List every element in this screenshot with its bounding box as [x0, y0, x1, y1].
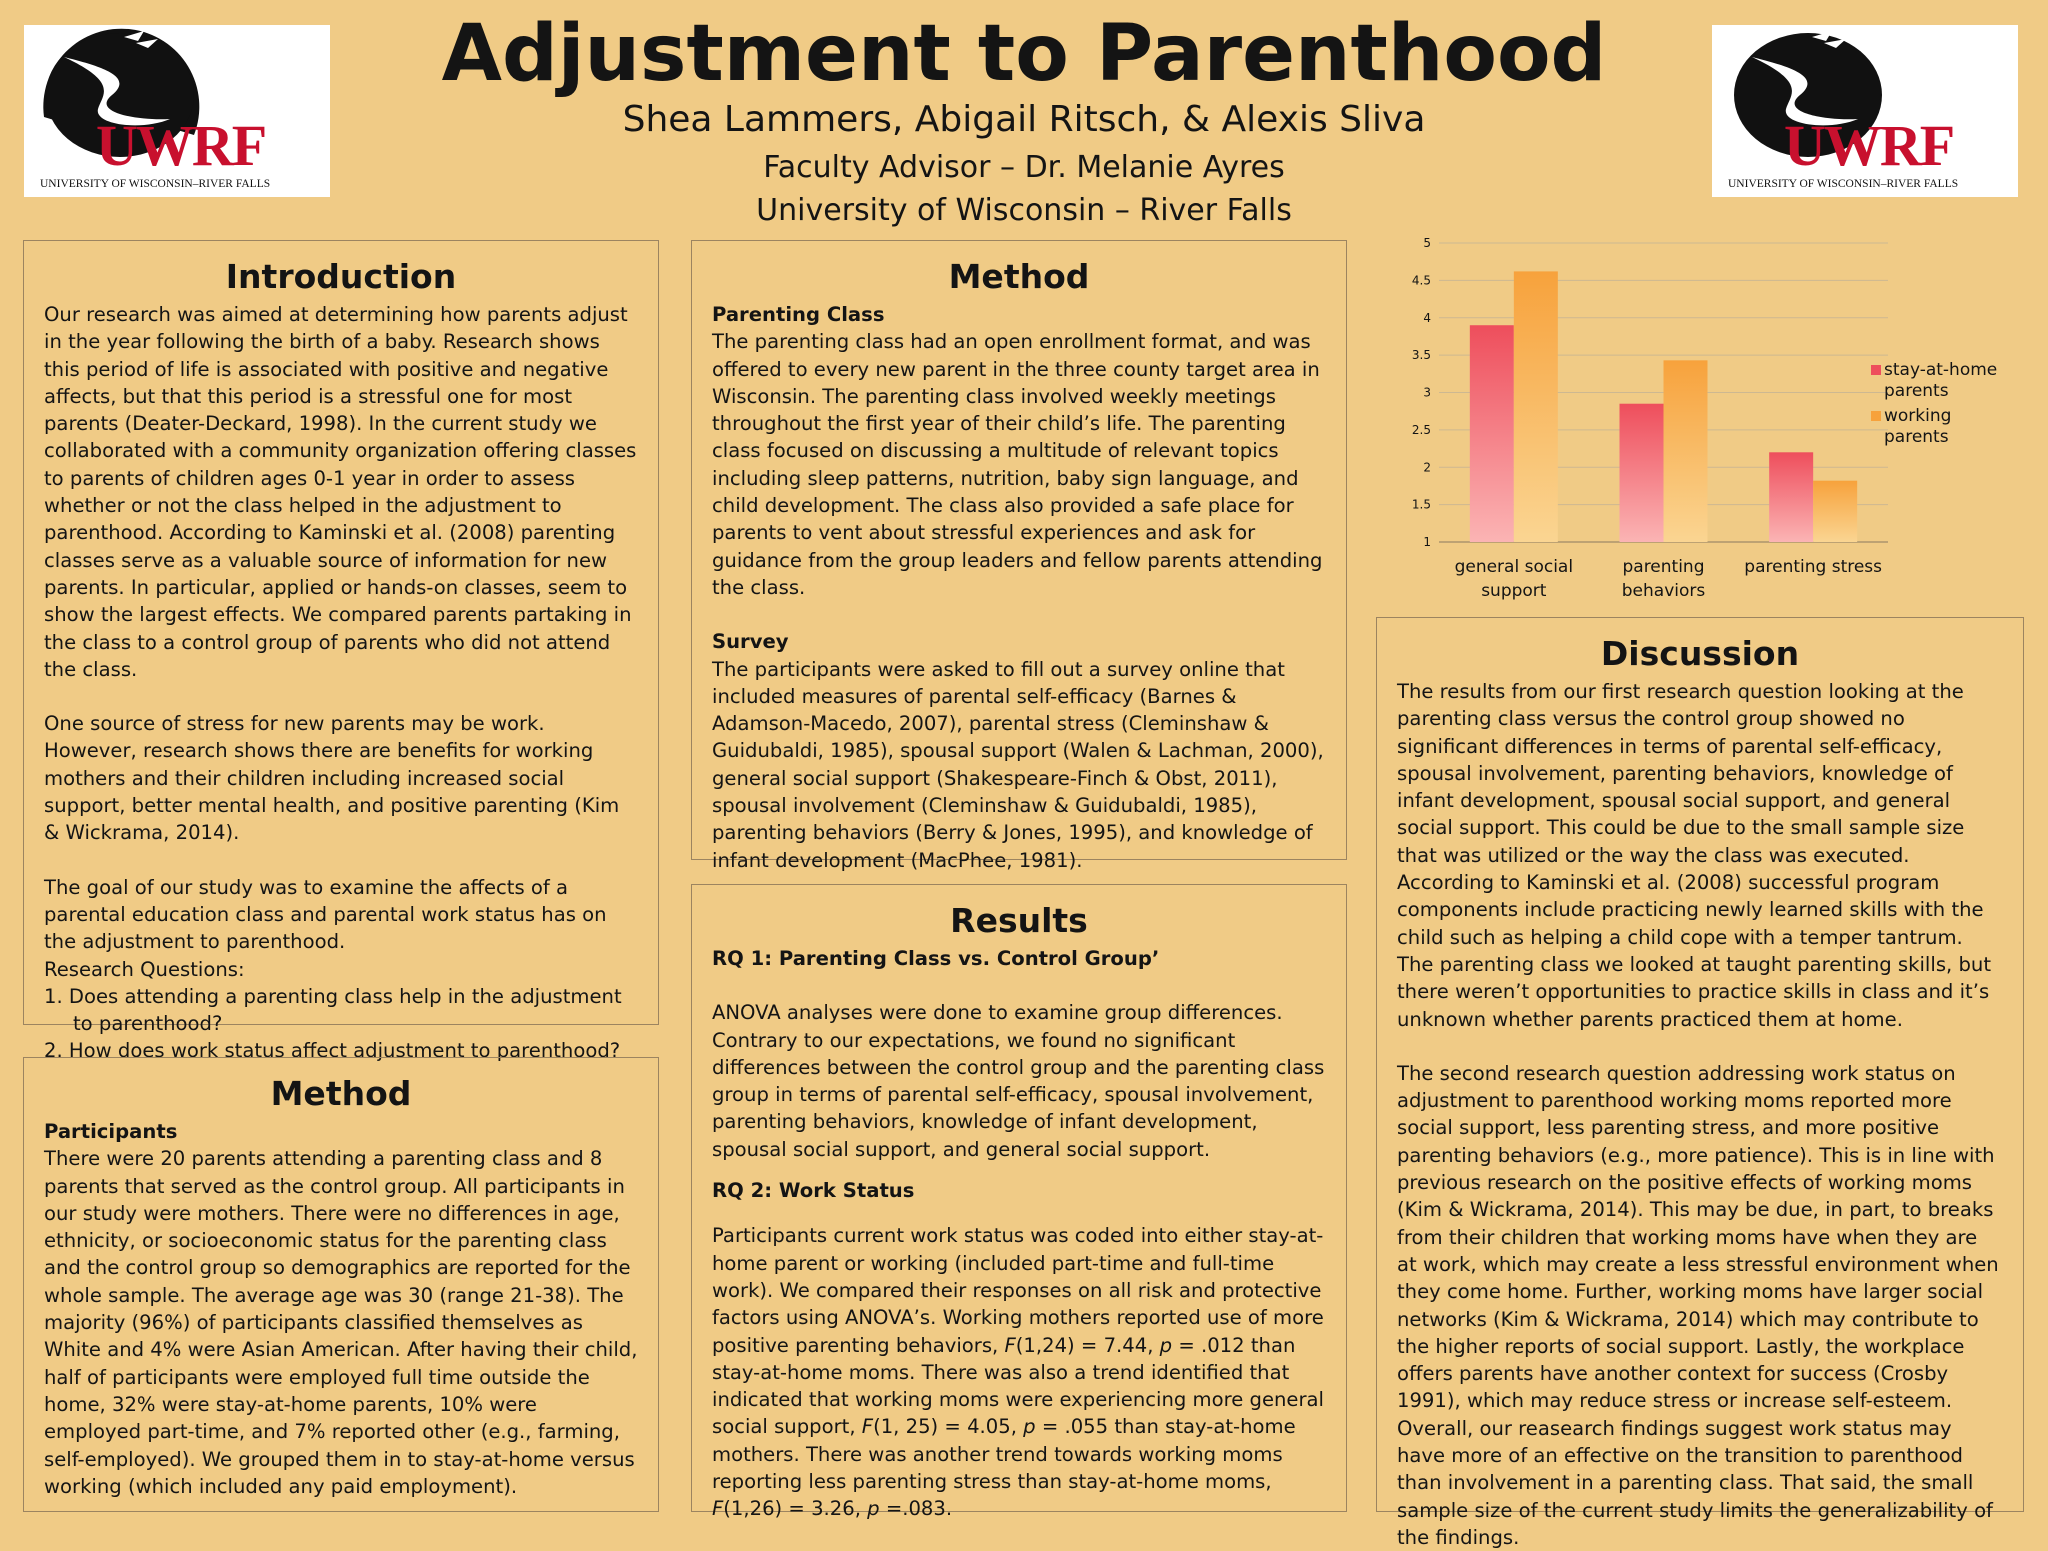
discussion-heading: Discussion — [1600, 634, 1800, 673]
method-class-survey-panel — [691, 240, 1347, 872]
bar-stay-at-home-parents-2 — [1769, 452, 1813, 542]
y-tick-label: 4 — [1423, 310, 1431, 325]
survey-subheading: Survey — [712, 630, 789, 654]
svg-text:UWRF: UWRF — [1784, 113, 1954, 178]
method-participants-panel — [23, 1057, 659, 1512]
svg-text:UNIVERSITY OF WISCONSIN–RIVER: UNIVERSITY OF WISCONSIN–RIVER FALLS — [40, 178, 271, 190]
rq1-subheading: RQ 1: Parenting Class vs. Control Group’ — [712, 947, 1160, 970]
svg-text:UWRF: UWRF — [96, 113, 266, 178]
y-tick-label: 2 — [1423, 460, 1431, 475]
rq2-subheading: RQ 2: Work Status — [712, 1179, 915, 1203]
bar-working-parents-0 — [1514, 271, 1558, 542]
bar-stay-at-home-parents-0 — [1470, 325, 1514, 542]
method-heading: Method — [948, 257, 1090, 296]
parenting-class-paragraph: The parenting class had an open enrollment format, and was offered to every new parent in the three county target area in Wisconsin. The parenting class involved weekly meetings throughout the first year of their child’s life. The parenting class focused on discussing a multitude of relevant topics including sleep patterns, nutrition, baby sign language, and child development. The class also provided a safe place for parents to vent about stressful experiences and ask for guidance from the group leaders and fellow parents attending the class. — [712, 330, 1323, 599]
legend-label: stay-at-home — [1884, 360, 1998, 380]
river-falls-logo-icon — [1712, 25, 2018, 197]
author-list: Shea Lammers, Abigail Ritsch, & Alexis Sliva — [622, 99, 1426, 140]
introduction-paragraph: One source of stress for new parents may be work. However, research shows there are benefits for working mothers and their children including increased social support, better mental health, and positive parenting (Kim & Wickrama, 2014). — [44, 712, 620, 845]
poster-title: Adjustment to Parenthood — [441, 9, 1607, 99]
legend-label: parents — [1884, 427, 1949, 447]
university-logo-left — [24, 25, 330, 197]
river-falls-logo-icon — [24, 25, 330, 197]
discussion-panel — [1376, 617, 2024, 1549]
parenting-class-subheading: Parenting Class — [712, 303, 885, 326]
x-category-label: parenting — [1622, 557, 1705, 577]
introduction-paragraph: Our research was aimed at determining how parents adjust in the year following the birth of a baby. Research shows this period of life is associated with positive and negative affects, but that this period is a stressful one for most parents (Deater-Deckard, 1998). In the current study we collaborated with a community organization offering classes to parents of children ages 0-1 year in order to assess whether or not the class helped in the adjustment to parenthood. According to Kaminski et al. (2008) parenting classes serve as a valuable source of information for new parents. In particular, applied or hands-on classes, seem to show the largest effects. We compared parents partaking in the class to a control group of parents who did not attend the class. — [44, 303, 637, 681]
x-category-label: behaviors — [1621, 581, 1706, 601]
results-panel — [691, 884, 1347, 1521]
bar-stay-at-home-parents-1 — [1620, 404, 1664, 542]
university-name: University of Wisconsin – River Falls — [756, 193, 1292, 228]
y-tick-label: 1.5 — [1411, 497, 1431, 512]
y-tick-label: 2.5 — [1411, 422, 1431, 437]
participants-paragraph: There were 20 parents attending a parenting class and 8 parents that served as the control group. All participants in our study were mothers. There were no differences in age, ethnicity, or socioeconomic status for the parenting class and the control group so demographics are reported for the whole sample. The average age was 30 (range 21-38). The majority (96%) of participants classified themselves as White and 4% were Asian American. After having their child, half of participants were employed full time outside the home, 32% were stay-at-home parents, 10% were employed part-time, and 7% reported other (e.g., farming, self-employed). We grouped them in to stay-at-home versus working (which included any paid employment). — [44, 1147, 638, 1498]
legend-swatch — [1871, 365, 1881, 375]
discussion-paragraph: The second research question addressing work status on adjustment to parenthood working moms reported more social support, less parenting stress, and more positive parenting behaviors (e.g., more patience). This is in line with previous research on the positive effects of working moms (Kim & Wickrama, 2014). This may be due, in part, to breaks from their children that working moms have when they are at work, which may create a less stressful environment when they come home. Further, working moms have larger social networks (Kim & Wickrama, 2014) which may contribute to the higher reports of social support. Lastly, the workplace offers parents have another context for success (Crosby 1991), which may reduce stress or increase self-esteem. Overall, our reasearch findings suggest work status may have more of an effective on the transition to parenthood than involvement in a parenting class. That said, the small sample size of the current study limits the generalizability of the findings. — [1397, 1061, 1999, 1549]
legend-label: parents — [1884, 381, 1949, 401]
stat-social-support: F(1, 25) = 4.05, p = .055 — [861, 1415, 1109, 1439]
x-category-label: parenting stress — [1744, 557, 1883, 577]
legend-working — [1884, 406, 2048, 448]
legend-label: working — [1884, 406, 1952, 426]
method-heading: Method — [270, 1074, 412, 1113]
introduction-heading: Introduction — [225, 257, 457, 296]
rq1-paragraph: ANOVA analyses were done to examine group differences. Contrary to our expectations, we found no significant differences between the control group and the parenting class group in terms of parental self-efficacy, spousal involvement, parenting behaviors, knowledge of infant development, spousal social support, and general social support. — [712, 1001, 1325, 1161]
stat-parenting-stress: F(1,26) = 3.26, p =.083 — [712, 1497, 946, 1521]
y-tick-label: 5 — [1423, 236, 1431, 250]
survey-paragraph: The participants were asked to fill out a survey online that included measures of parental self-efficacy (Barnes & Adamson-Macedo, 2007), parental stress (Cleminshaw & Guidubaldi, 1985), spousal support (Walen & Lachman, 2000), general social support (Shakespeare-Finch & Obst, 2011), spousal involvement (Cleminshaw & Guidubaldi, 1985), parenting behaviors (Berry & Jones, 1995), and knowledge of infant development (MacPhee, 1981). — [712, 657, 1324, 872]
y-tick-label: 3.5 — [1411, 348, 1431, 363]
introduction-panel — [23, 240, 659, 1063]
research-questions-label: Research Questions: — [44, 957, 245, 981]
results-heading: Results — [950, 901, 1088, 940]
legend-stay-at-home — [1884, 360, 2048, 402]
faculty-advisor: Faculty Advisor – Dr. Melanie Ayres — [763, 150, 1285, 185]
introduction-paragraph: The goal of our study was to examine the affects of a parental education class and parental work status has on the adjustment to parenthood. — [44, 875, 607, 954]
y-tick-label: 4.5 — [1411, 273, 1431, 288]
y-tick-label: 1 — [1423, 535, 1431, 549]
rq2-paragraph: Participants current work status was coded into either stay-at-home parent or working (included part-time and full-time work). We compared their responses on all risk and protective factors using ANOVA’s. Working mothers reported use of more positive parenting behaviors, F(1,24) = 7.44, p = .012 than stay-at-home moms. There was also a trend identified that indicated that working moms were experiencing more general social support, F(1, 25) = 4.05, p = .055 than stay-at-home mothers. There was another trend towards working moms reporting less parenting stress than stay-at-home moms, F(1,26) = 3.26, p =.083. — [712, 1224, 1324, 1521]
svg-text:UNIVERSITY OF WISCONSIN–RIVER: UNIVERSITY OF WISCONSIN–RIVER FALLS — [1728, 178, 1959, 190]
research-question: 1. Does attending a parenting class help in the adjustment to parenthood? — [44, 984, 622, 1036]
bar-working-parents-2 — [1813, 481, 1857, 542]
y-tick-label: 3 — [1423, 385, 1431, 400]
research-question: 2. How does work status affect adjustment to parenthood? — [44, 1039, 621, 1063]
bar-working-parents-1 — [1664, 360, 1708, 542]
legend-swatch — [1871, 411, 1881, 421]
university-logo-right — [1712, 25, 2018, 197]
x-category-label: support — [1481, 581, 1547, 601]
participants-subheading: Participants — [44, 1120, 178, 1143]
x-category-label: general social — [1454, 557, 1574, 577]
stat-parenting-behaviors: F(1,24) = 7.44, p = .012 — [1004, 1333, 1245, 1357]
discussion-paragraph: The results from our first research question looking at the parenting class versus the control group showed no significant differences in terms of parental self-efficacy, spousal involvement, parenting behaviors, knowledge of infant development, spousal social support, and general social support. This could be due to the small sample size that was utilized or the way the class was executed. According to Kaminski et al. (2008) successful program components include practicing newly learned skills with the child such as helping a child cope with a temper tantrum. The parenting class we looked at taught parenting skills, but there weren’t opportunities to practice skills in class and it’s unknown whether parents practiced them at home. — [1397, 680, 1992, 1031]
